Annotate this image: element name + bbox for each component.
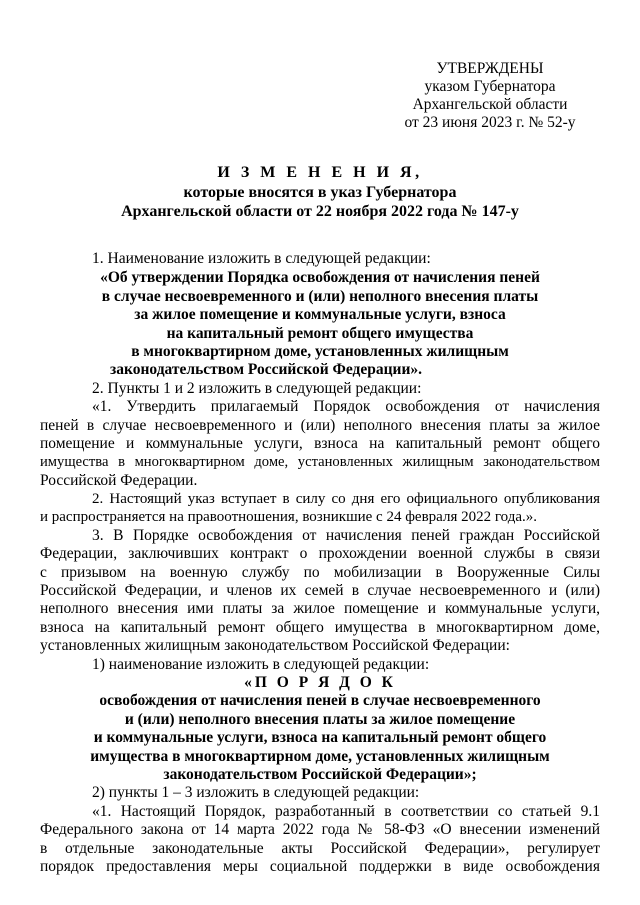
text-line: взноса на капитальный ремонт общего имущества в многоквартирном доме, <box>40 618 600 636</box>
quote-item-3 <box>40 803 600 877</box>
text-line: освобождения от начисления пеней в случае несвоевременного <box>99 692 541 710</box>
text-line: и распространяется на правоотношения, возникшие с 24 февраля 2022 года.». <box>40 509 537 526</box>
text-line: имущества в многоквартирном доме, установленных жилищным <box>90 747 550 765</box>
subitem-2: 2) пункты 1 – 3 изложить в следующей редакции: <box>92 784 420 802</box>
text-line: в отдельные законодательные акты Российской Федерации», регулирует <box>40 839 600 857</box>
title-subline: Архангельской области от 22 ноября 2022 года № 147-у <box>121 203 519 220</box>
quote-item-1 <box>40 398 600 490</box>
document-title <box>40 163 600 222</box>
text-line: с призывом на военную службу по мобилизации в Вооруженные Силы <box>40 563 600 581</box>
text-line: установленных жилищным законодательством Российской Федерации: <box>40 637 510 655</box>
approval-stamp <box>380 60 600 132</box>
text-line: помещение и коммунальные услуги, взноса на капитальный ремонт общего <box>40 434 600 452</box>
text-line: Федерального закона от 14 марта 2022 года № 58-ФЗ «О внесении изменений <box>40 821 600 839</box>
text-line: и коммунальные услуги, взноса на капитальный ремонт общего <box>93 729 547 747</box>
text-line: «Об утверждении Порядка освобождения от начисления пеней <box>100 269 540 287</box>
document-body <box>40 250 600 876</box>
text-line: порядок предоставления меры социальной поддержки в виде освобождения <box>40 857 600 875</box>
text-line: за жилое помещение и коммунальные услуги, взноса <box>134 306 506 324</box>
paragraph-item-1: 1. Наименование изложить в следующей редакции: <box>92 250 431 267</box>
text-line: Федерации, заключивших контракт о прохождении военной службы в связи <box>40 545 600 563</box>
text-line: неполного внесения ими платы за жилое помещение и коммунальные услуги, <box>40 600 600 618</box>
text-line: в случае несвоевременного и (или) неполного внесения платы <box>101 287 539 305</box>
paragraph-item-3 <box>40 527 600 656</box>
subitem-1: 1) наименование изложить в следующей редакции: <box>92 655 430 673</box>
text-line: на капитальный ремонт общего имущества <box>166 324 474 342</box>
approval-line: УТВЕРЖДЕНЫ <box>436 60 544 77</box>
text-line: имущества в многоквартирном доме, установленных жилищным законодательством <box>40 454 600 471</box>
paragraph-item-2: 2. Пункты 1 и 2 изложить в следующей редакции: <box>92 379 422 397</box>
text-line: пеней в случае несвоевременного и (или) неполного внесения платы за жилое <box>40 416 600 434</box>
bold-quote-name <box>40 269 600 379</box>
approval-line: указом Губернатора <box>424 78 556 95</box>
text-line: 3. В Порядке освобождения от начисления пеней граждан Российской <box>92 526 600 544</box>
text-line: «1. Настоящий Порядок, разработанный в соответствии со статьей 9.1 <box>92 802 600 820</box>
text-line: 2. Настоящий указ вступает в силу со дня его официального опубликования <box>92 491 600 508</box>
text-line: законодательством Российской Федерации». <box>110 361 423 379</box>
approval-line: Архангельской области <box>412 96 568 113</box>
text-line: и (или) неполного внесения платы за жилое помещение <box>124 710 516 728</box>
approval-line: от 23 июня 2023 г. № 52-у <box>404 114 576 131</box>
procedure-heading: «П О Р Я Д О К <box>244 673 396 691</box>
text-line: «1. Утвердить прилагаемый Порядок освобождения от начисления <box>92 398 600 416</box>
bold-quote-procedure <box>40 674 600 784</box>
quote-item-2 <box>40 490 600 527</box>
text-line: Российской Федерации. <box>40 471 198 489</box>
title-heading: И З М Е Н Е Н И Я, <box>217 164 423 181</box>
text-line: в многоквартирном доме, установленных жилищным <box>131 342 509 360</box>
title-subline: которые вносятся в указ Губернатора <box>183 183 457 201</box>
text-line: Российской Федерации, и членов их семей в случае несвоевременного и (или) <box>40 582 600 600</box>
text-line: законодательством Российской Федерации»; <box>163 765 477 783</box>
